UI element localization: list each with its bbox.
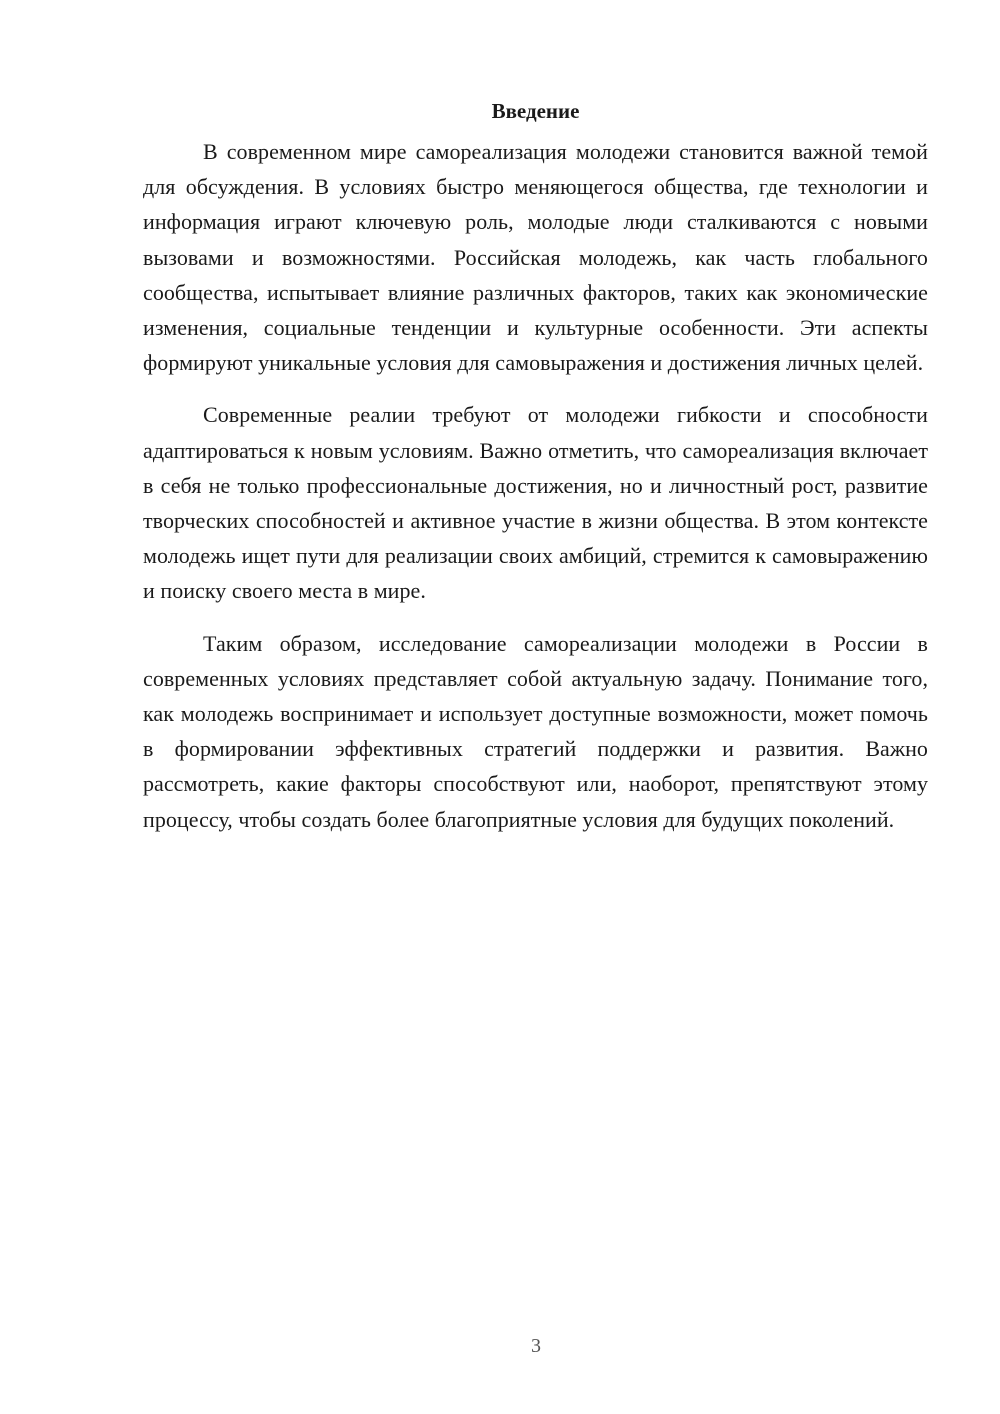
page-content [143, 96, 928, 854]
paragraph-3: Таким образом, исследование самореализации молодежи в России в современных условиях представляет собой актуальную задачу. Понимание того, как молодежь воспринимает и использует доступные возможности, может помочь в формировании эффективных стратегий поддержки и развития. Важно рассмотреть, какие факторы способствуют или, наоборот, препятствуют этому процессу, чтобы создать более благоприятные условия для будущих поколений. [143, 630, 928, 832]
section-heading: Введение [491, 99, 580, 123]
paragraph-1: В современном мире самореализация молодежи становится важной темой для обсуждения. В условиях быстро меняющегося общества, где технологии и информация играют ключевую роль, молодые люди сталкиваются с новыми вызовами и возможностями. Российская молодежь, как часть глобального сообщества, испытывает влияние различных факторов, таких как экономические изменения, социальные тенденции и культурные особенности. Эти аспекты формируют уникальные условия для самовыражения и достижения личных целей. [143, 139, 928, 376]
page-number: 3 [531, 1335, 541, 1357]
paragraph-2: Современные реалии требуют от молодежи гибкости и способности адаптироваться к новым условиям. Важно отметить, что самореализация включает в себя не только профессиональные достижения, но и личностный рост, развитие творческих способностей и активное участие в жизни общества. В этом контексте молодежь ищет пути для реализации своих амбиций, стремится к самовыражению и поиску своего места в мире. [143, 402, 928, 604]
